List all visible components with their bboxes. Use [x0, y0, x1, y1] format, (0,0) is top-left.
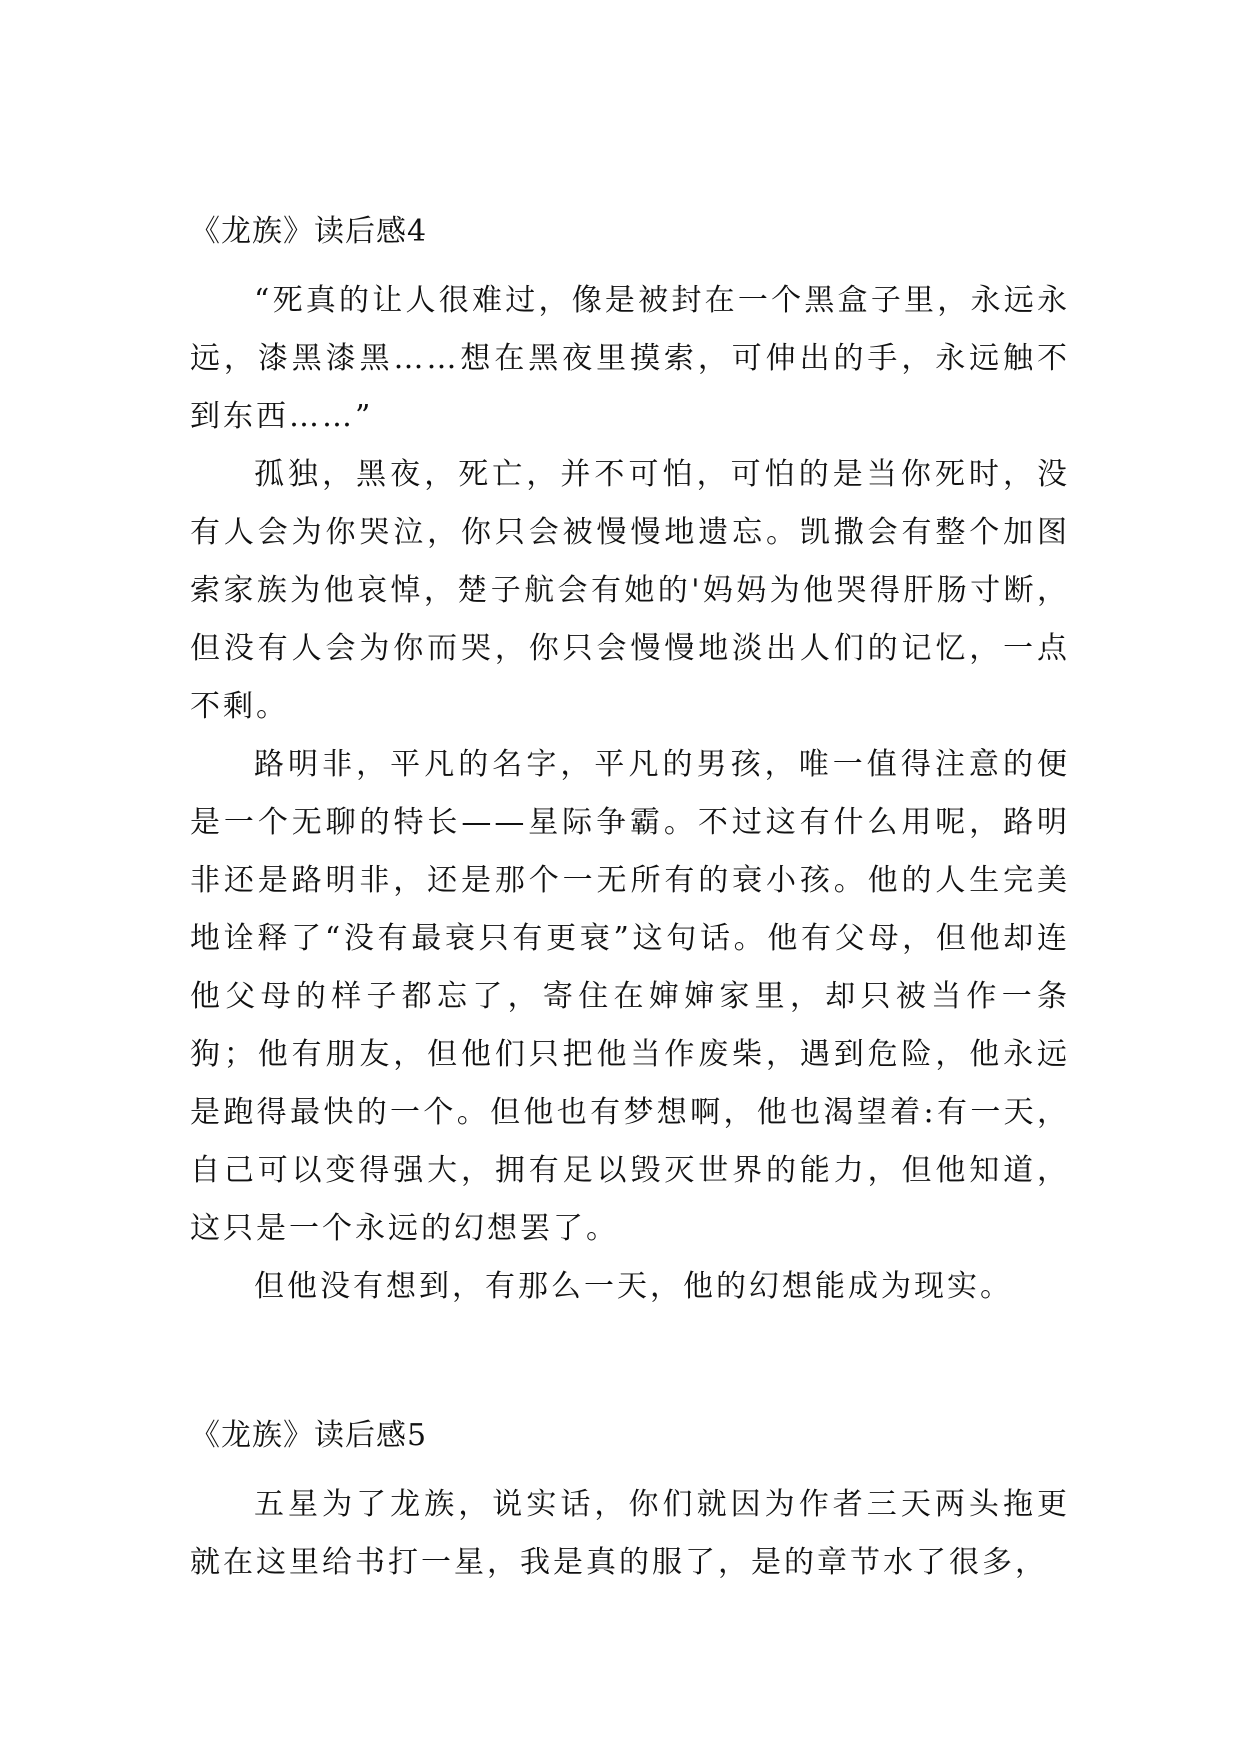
paragraph: 但他没有想到，有那么一天，他的幻想能成为现实。: [254, 1269, 1013, 1304]
document-body: [190, 212, 1070, 1592]
paragraph: “死真的让人很难过，像是被封在一个黑盒子里，永远永远，漆黑漆黑……想在黑夜里摸索，可伸出的手，永远触不到东西……”: [190, 283, 1070, 434]
section-title: 《龙族》读后感5: [190, 1418, 428, 1453]
essay-section-5: [190, 1416, 1070, 1592]
paragraph: 孤独，黑夜，死亡，并不可怕，可怕的是当你死时，没有人会为你哭泣，你只会被慢慢地遗忘。凯撒会有整个加图索家族为他哀悼，楚子航会有她的'妈妈为他哭得肝肠寸断，但没有人会为你而哭，你只会慢慢地淡出人们的记忆，一点不剩。: [190, 457, 1070, 724]
essay-section-4: [190, 212, 1070, 1316]
paragraph: 路明非，平凡的名字，平凡的男孩，唯一值得注意的便是一个无聊的特长——星际争霸。不过这有什么用呢，路明非还是路明非，还是那个一无所有的衰小孩。他的人生完美地诠释了“没有最衰只有更衰”这句话。他有父母，但他却连他父母的样子都忘了，寄住在婶婶家里，却只被当作一条狗；他有朋友，但他们只把他当作废柴，遇到危险，他永远是跑得最快的一个。但他也有梦想啊，他也渴望着:有一天，自己可以变得强大，拥有足以毁灭世界的能力，但他知道，这只是一个永远的幻想罢了。: [190, 747, 1070, 1246]
paragraph: 五星为了龙族，说实话，你们就因为作者三天两头拖更就在这里给书打一星，我是真的服了，是的章节水了很多，: [190, 1487, 1070, 1580]
section-gap: [190, 1316, 1070, 1416]
section-title: 《龙族》读后感4: [190, 214, 428, 249]
